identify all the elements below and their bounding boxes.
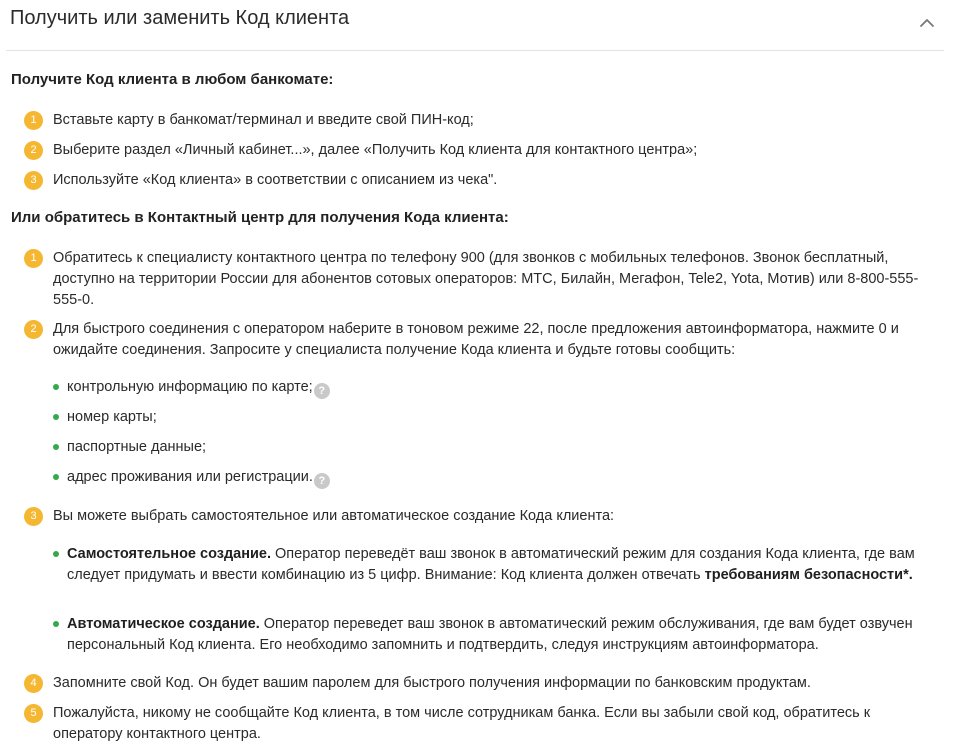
list-item-text: контрольную информацию по карте; — [67, 379, 313, 395]
list-item-text: номер карты; — [67, 409, 157, 425]
step-badge: 4 — [24, 674, 43, 693]
contact-step-text: Обратитесь к специалисту контактного центра по телефону 900 (для звонков с мобильных телефонов. Звонок бесплатный, доступно на территории России для абонентов сотовых операторов: МТС, Билайн, Мегафон, Tele2, Yota, Мотив) или 8-800-555-555-0. — [53, 250, 919, 308]
bullet-dot — [53, 384, 59, 390]
section-heading-contact: Или обратитесь в Контактный центр для получения Кода клиента: — [11, 209, 509, 226]
question-circle-icon[interactable]: ? — [314, 473, 330, 489]
contact-step-text: Вы можете выбрать самостоятельное или автоматическое создание Кода клиента: — [53, 508, 615, 524]
list-item — [67, 437, 927, 458]
section-heading-atm: Получите Код клиента в любом банкомате: — [11, 71, 334, 88]
step-badge: 5 — [24, 704, 43, 723]
list-item — [67, 377, 927, 399]
step-badge: 1 — [24, 111, 43, 130]
accordion-header[interactable] — [0, 0, 956, 50]
contact-step-text: Запомните свой Код. Он будет вашим паролем для быстрого получения информации по банковским продуктам. — [53, 675, 811, 691]
page-title: Получить или заменить Код клиента — [10, 7, 350, 29]
option-auto-create — [67, 614, 927, 656]
bullet-dot — [53, 444, 59, 450]
list-item-text: паспортные данные; — [67, 439, 207, 455]
contact-step-text: Пожалуйста, никому не сообщайте Код клиента, в том числе сотрудникам банка. Если вы забыли свой код, обратитесь к оператору контактного центра. — [53, 705, 871, 742]
list-item-text: адрес проживания или регистрации. — [67, 469, 313, 485]
atm-step-text: Используйте «Код клиента» в соответствии с описанием из чека". — [53, 172, 498, 188]
bullet-dot — [53, 474, 59, 480]
step-badge: 2 — [24, 320, 43, 339]
question-circle-icon[interactable]: ? — [314, 383, 330, 399]
bullet-dot — [53, 414, 59, 420]
option-title: Автоматическое создание. — [67, 616, 260, 632]
atm-step-text: Вставьте карту в банкомат/терминал и введите свой ПИН-код; — [53, 112, 474, 128]
step-badge: 3 — [24, 171, 43, 190]
option-text: Оператор переведёт ваш звонок в автоматический режим для создания Кода клиента, где вам следует придумать и ввести комбинацию из 5 цифр. Внимание: Код клиента должен отвечать — [67, 546, 915, 583]
step-badge: 1 — [24, 249, 43, 268]
list-item — [67, 407, 927, 428]
option-title: Самостоятельное создание. — [67, 546, 271, 562]
bullet-dot — [53, 621, 59, 627]
atm-step-text: Выберите раздел «Личный кабинет...», далее «Получить Код клиента для контактного центра»; — [53, 142, 698, 158]
option-text: Оператор переведет ваш звонок в автоматический режим обслуживания, где вам будет озвучен персональный Код клиента. Его необходимо запомнить и подтвердить, следуя инструкциям автоинформатора. — [67, 616, 913, 653]
security-requirements-link[interactable]: требованиям безопасности*. — [704, 567, 913, 583]
contact-step-text: Для быстрого соединения с оператором наберите в тоновом режиме 22, после предложения автоинформатора, нажмите 0 и ожидайте соединения. Запросите у специалиста получение Кода клиента и будьте готовы сообщить: — [53, 321, 899, 358]
option-self-create — [67, 544, 927, 586]
bullet-dot — [53, 551, 59, 557]
header-divider — [6, 50, 944, 51]
list-item — [67, 467, 927, 489]
step-badge: 2 — [24, 141, 43, 160]
step-badge: 3 — [24, 507, 43, 526]
chevron-up-icon[interactable] — [918, 14, 936, 32]
